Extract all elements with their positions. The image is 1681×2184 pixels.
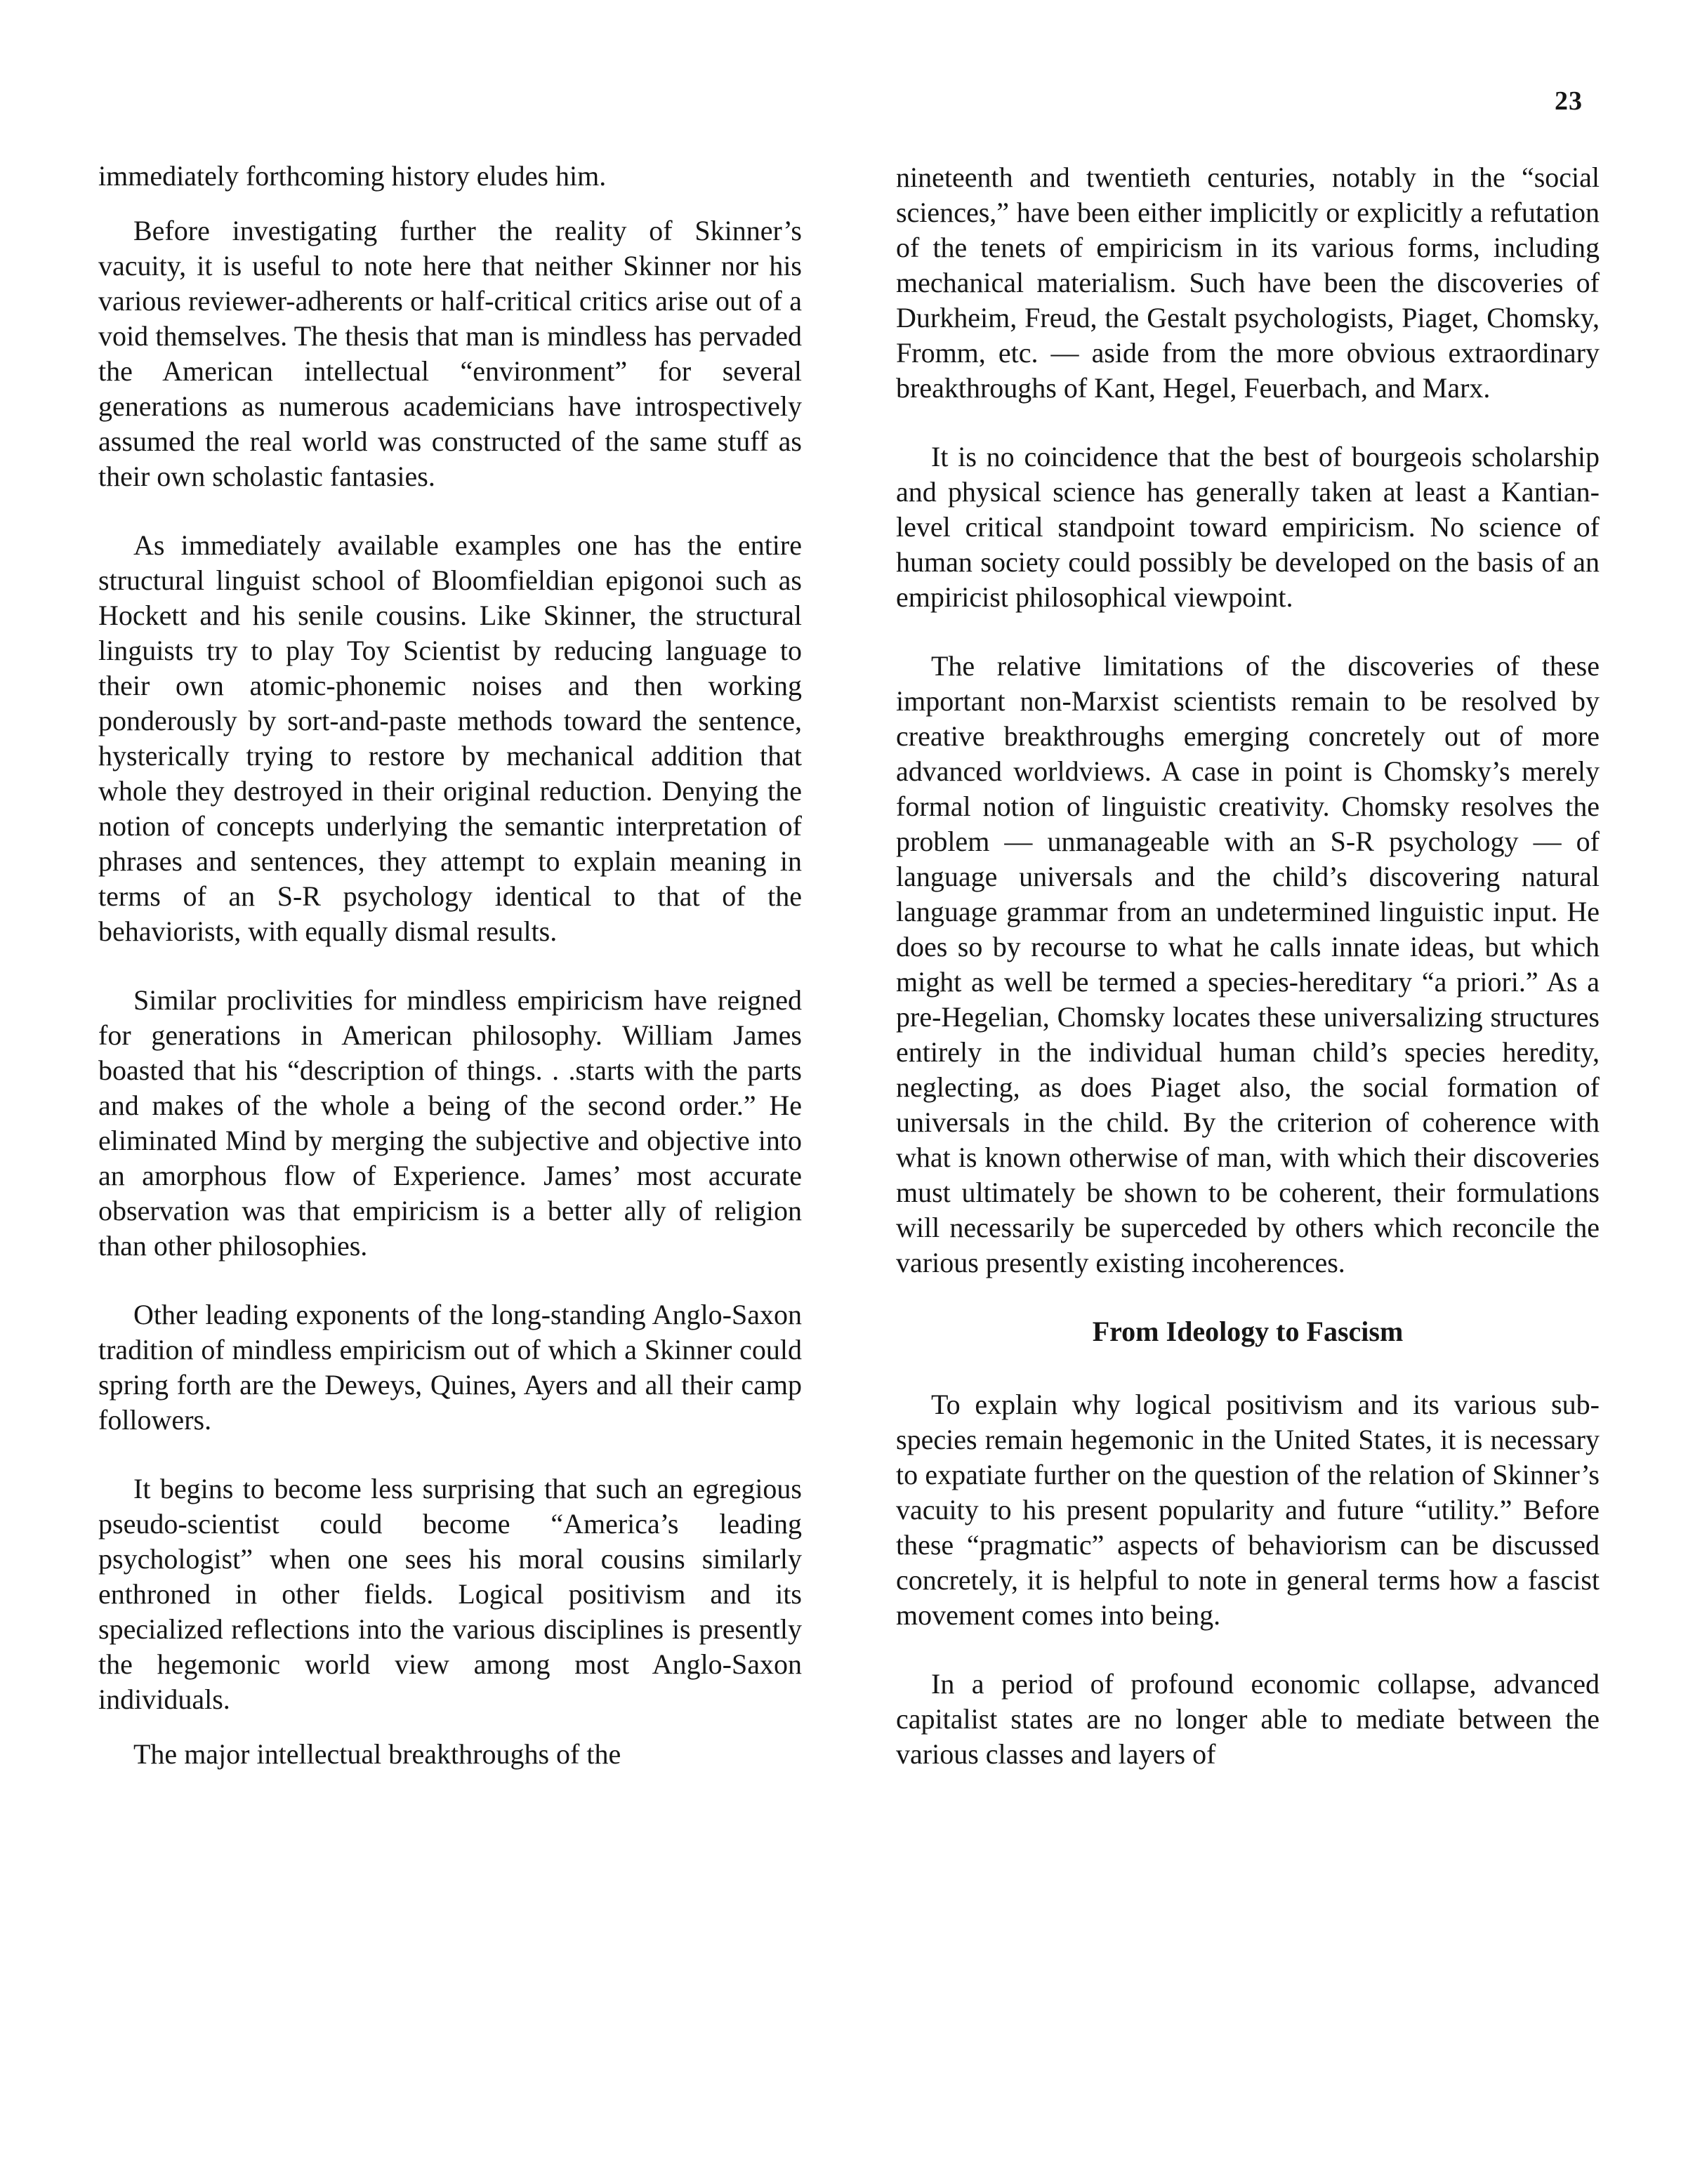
paragraph: It begins to become less surprising that such an egregious pseudo-scientist could become “America’s leading psychologist” when one sees his moral cousins similarly enthroned in other fields. Logical positivism and its specialized reflections into the various disciplines is presently the hegemonic world view among most Anglo-Saxon individuals. [98, 1473, 802, 1715]
paragraph: Other leading exponents of the long-standing Anglo-Saxon tradition of mindless empiricism out of which a Skinner could spring forth are the Deweys, Quines, Ayers and all their camp followers. [98, 1299, 802, 1436]
paragraph: In a period of profound economic collapse, advanced capitalist states are no longer able to mediate between the various classes and layers of [896, 1668, 1600, 1770]
paragraph: To explain why logical positivism and its various sub-species remain hegemonic in the United States, it is necessary to expatiate further on the question of the relation of Skinner’s vacuity to his present popularity and future “utility.” Before these “pragmatic” aspects of behaviorism can be discussed concretely, it is helpful to note in general terms how a fascist movement comes into being. [896, 1389, 1600, 1631]
paragraph: The major intellectual breakthroughs of the [133, 1738, 621, 1770]
paragraph: The relative limitations of the discoveries of these important non-Marxist scientists remain to be resolved by creative breakthroughs emerging concretely out of more advanced worldviews. A case in point is Chomsky’s merely formal notion of linguistic creativity. Chomsky resolves the problem — unmanageable with an S-R psychology — of language universals and the child’s discovering natural language grammar from an undetermined linguistic input. He does so by recourse to what he calls innate ideas, but which might as well be termed a species-hereditary “a priori.” As a pre-Hegelian, Chomsky locates these universalizing structures entirely in the individual human child’s species heredity, neglecting, as does Piaget also, the social formation of universals in the child. By the criterion of coherence with what is known otherwise of man, with which their discoveries must ultimately be shown to be coherent, their formulations will necessarily be superceded by others which reconcile the various presently existing incoherences. [896, 650, 1600, 1278]
page-number: 23 [1555, 86, 1583, 116]
section-heading: From Ideology to Fascism [1092, 1316, 1404, 1347]
paragraph: Similar proclivities for mindless empiricism have reigned for generations in American philosophy. William James boasted that his “description of things. . .starts with the parts and makes of the whole a being of the second order.” He eliminated Mind by merging the subjective and objective into an amorphous flow of Experience. James’ most accurate observation was that empiricism is a better ally of religion than other philosophies. [98, 984, 802, 1262]
paragraph: Before investigating further the reality of Skinner’s vacuity, it is useful to note here that neither Skinner nor his various reviewer-adherents or half-critical critics arise out of a void themselves. The thesis that man is mindless has pervaded the American intellectual “environment” for several generations as numerous academicians have introspectively assumed the real world was constructed of the same stuff as their own scholastic fantasies. [98, 215, 802, 492]
left-column [98, 159, 802, 1806]
paragraph: immediately forthcoming history eludes him. [98, 160, 607, 192]
paragraph: As immediately available examples one has the entire structural linguist school of Bloomfieldian epigonoi such as Hockett and his senile cousins. Like Skinner, the structural linguists try to play Toy Scientist by reducing language to their own atomic-phonemic noises and then working ponderously by sort-and-paste methods toward the sentence, hysterically trying to restore by mechanical addition that whole they destroyed in their original reduction. Denying the notion of concepts underlying the semantic interpretation of phrases and sentences, they attempt to explain meaning in terms of an S-R psychology identical to that of the behaviorists, with equally dismal results. [98, 529, 802, 947]
paragraph: nineteenth and twentieth centuries, notably in the “social sciences,” have been either implicitly or explicitly a refutation of the tenets of empiricism in its various forms, including mechanical materialism. Such have been the discoveries of Durkheim, Freud, the Gestalt psychologists, Piaget, Chomsky, Fromm, etc. — aside from the more obvious extraordinary breakthroughs of Kant, Hegel, Feuerbach, and Marx. [896, 161, 1600, 404]
paragraph: It is no coincidence that the best of bourgeois scholarship and physical science has generally taken at least a Kantian-level critical standpoint toward empiricism. No science of human society could possibly be developed on the basis of an empiricist philosophical viewpoint. [896, 441, 1600, 613]
right-column [896, 160, 1600, 1806]
